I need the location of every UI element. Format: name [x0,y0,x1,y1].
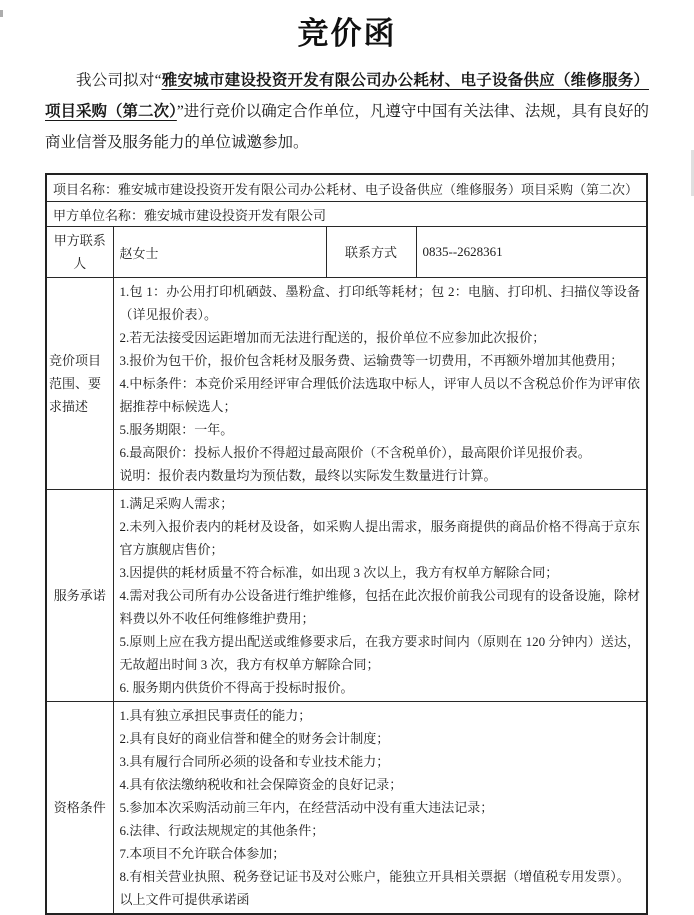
intro-paragraph [45,65,649,158]
party-a-cell [46,202,647,227]
bid-info-table [45,173,648,915]
qualification-item: 1.具有独立承担民事责任的能力； [119,708,312,723]
contact-method-label-cell: 联系方式 [326,227,416,278]
qualification-content-cell [113,702,647,915]
qualification-label-cell: 资格条件 [46,702,113,915]
qualification-item: 7.本项目不允许联合体参加； [119,846,286,861]
qualification-item: 以上文件可提供承诺函 [119,892,250,907]
contact-row [46,227,647,278]
scope-item: 2.若无法接受因运距增加而无法进行配送的，报价单位不应参加此次报价； [119,330,546,345]
qualification-item: 5.参加本次采购活动前三年内，在经营活动中没有重大违法记录； [119,800,494,815]
project-name-label: 项目名称： [53,181,119,197]
service-content-cell [113,490,647,702]
service-commitment-row [46,490,647,702]
scope-item: 说明：报价表内数量均为预估数，最终以实际发生数量进行计算。 [119,468,497,483]
scope-item: 6.最高限价：投标人报价不得超过最高限价（不含税单价），最高限价详见报价表。 [119,445,591,460]
party-a-label: 甲方单位名称： [53,207,145,223]
service-item: 6. 服务期内供货价不得高于投标时报价。 [119,680,354,695]
intro-prefix: 我公司拟对“ [76,72,162,89]
service-item: 3.因提供的耗材质量不符合标准，如出现 3 次以上，我方有权单方解除合同； [119,565,559,580]
project-name-value: 雅安城市建设投资开发有限公司办公耗材、电子设备供应（维修服务）项目采购（第二次） [118,181,639,197]
qualification-item: 4.具有依法缴纳税收和社会保障资金的良好记录； [119,777,403,792]
project-name-row [46,174,647,202]
scope-label-cell: 竞价项目范围、要求描述 [46,278,113,490]
service-item: 1.满足采购人需求； [119,496,234,511]
intro-suffix: ”进行竞价以确定合作单位，凡遵守中国有关法律、法规，具有良好的商业信誉及服务能力的单位诚邀参加。 [45,103,649,151]
scope-content-cell [113,278,647,490]
contact-label-cell: 甲方联系人 [46,227,113,278]
service-item: 5.原则上应在我方提出配送或维修要求后，在我方要求时间内（原则在 120 分钟内）送达，无故超出时间 3 次，我方有权单方解除合同； [119,634,641,672]
service-item: 4.需对我公司所有办公设备进行维护维修，包括在此次报价前我公司现有的设备设施，除材料费以外不收任何维修维护费用； [119,588,641,626]
service-label-cell: 服务承诺 [46,490,113,702]
qualification-item: 6.法律、行政法规规定的其他条件； [119,823,325,838]
qualification-item: 3.具有履行合同所必须的设备和专业技术能力； [119,754,390,769]
project-name-cell [46,174,647,202]
qualification-row [46,702,647,915]
scope-item: 4.中标条件：本竞价采用经评审合理低价法选取中标人，评审人员以不含税总价作为评审依据推荐中标候选人； [119,376,641,414]
contact-name-cell: 赵女士 [113,227,326,278]
scope-item: 1.包 1：办公用打印机硒鼓、墨粉盒、打印纸等耗材；包 2：电脑、打印机、扫描仪等设备（详见报价表）。 [119,284,641,322]
service-item: 2.未列入报价表内的耗材及设备，如采购人提出需求，服务商提供的商品价格不得高于京东官方旗舰店售价； [119,519,641,557]
qualification-item: 8.有相关营业执照、税务登记证书及对公账户，能独立开具相关票据（增值税专用发票）。 [119,869,630,884]
party-a-row [46,202,647,227]
document-title: 竞价函 [297,16,397,51]
contact-phone-cell: 0835--2628361 [416,227,647,278]
scope-row [46,278,647,490]
party-a-value: 雅安城市建设投资开发有限公司 [144,207,327,223]
scope-item: 3.报价为包干价，报价包含耗材及服务费、运输费等一切费用，不再额外增加其他费用； [119,353,624,368]
qualification-item: 2.具有良好的商业信誉和健全的财务会计制度； [119,731,390,746]
scan-artifact [0,10,3,17]
scope-item: 5.服务期限：一年。 [119,422,234,437]
intro-project-name: 雅安城市建设投资开发有限公司办公耗材、电子设备供应（维修服务）项目采购（第二次） [45,72,649,120]
